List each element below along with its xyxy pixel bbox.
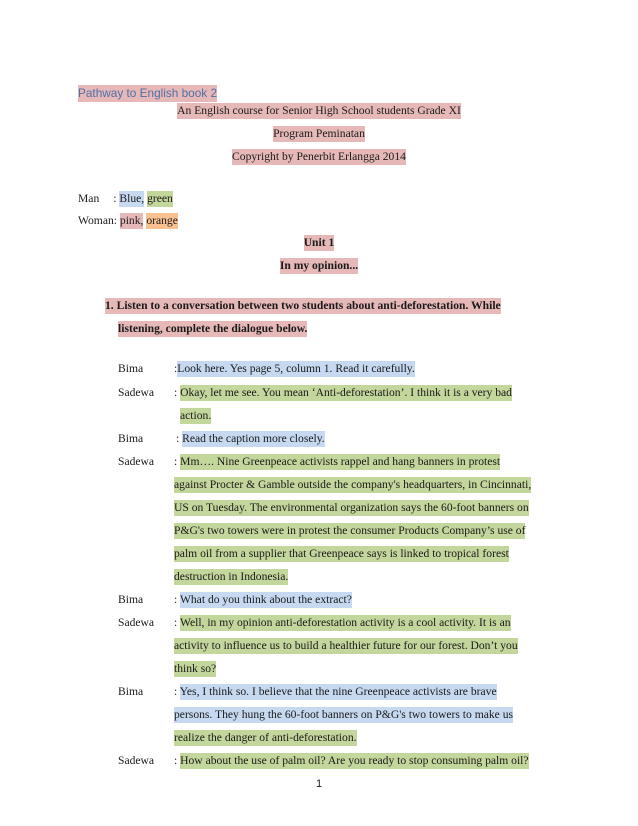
dialogue-line-continued: persons. They hung the 60-foot banners on P&G's two towers to make us — [174, 708, 514, 721]
dialogue-speaker-bima: Bima — [118, 432, 144, 445]
dialogue-speaker-sadewa: Sadewa — [118, 754, 155, 767]
dialogue-line: :Look here. Yes page 5, column 1. Read it carefully. — [174, 362, 415, 375]
dialogue-speaker-bima: Bima — [118, 362, 144, 375]
dialogue-speaker-bima: Bima — [118, 593, 144, 606]
dialogue-line-continued: palm oil from a supplier that Greenpeace says is linked to tropical forest — [174, 547, 509, 560]
page-number: 1 — [315, 778, 323, 790]
dialogue-line-continued: destruction in Indonesia. — [174, 570, 289, 583]
program-line: Program Peminatan — [273, 127, 365, 140]
dialogue-line-continued: realize the danger of anti-deforestation. — [174, 731, 357, 744]
dialogue-line-continued: P&G's two towers were in protest the consumer Products Company’s use of — [174, 524, 526, 537]
course-line: An English course for Senior High School students Grade XI — [177, 104, 461, 117]
legend-woman-color-pink: pink, — [119, 214, 144, 227]
dialogue-speaker-sadewa: Sadewa — [118, 455, 155, 468]
dialogue-line: : Yes, I think so. I believe that the nine Greenpeace activists are brave — [174, 685, 497, 698]
task-instruction-line1: 1. Listen to a conversation between two students about anti-deforestation. While — [105, 299, 501, 312]
dialogue-line-continued: against Procter & Gamble outside the company's headquarters, in Cincinnati, — [174, 478, 532, 491]
dialogue-speaker-bima: Bima — [118, 685, 144, 698]
dialogue-speaker-sadewa: Sadewa — [118, 616, 155, 629]
legend-woman: Woman: pink, orange — [78, 214, 178, 227]
legend-man: Man : Blue, green — [78, 192, 173, 205]
dialogue-line: : What do you think about the extract? — [174, 593, 352, 606]
legend-man-color-green: green — [147, 192, 173, 205]
task-instruction-line2: listening, complete the dialogue below. — [118, 322, 308, 335]
dialogue-line-continued: activity to influence us to build a healthier future for our forest. Don’t you — [174, 639, 518, 652]
dialogue-line: : Well, in my opinion anti-deforestation activity is a cool activity. It is an — [174, 616, 511, 629]
unit-subtitle: In my opinion... — [279, 259, 359, 272]
dialogue-line: : Read the caption more closely. — [176, 432, 325, 445]
book-title: Pathway to English book 2 — [78, 86, 218, 100]
dialogue-line-continued: US on Tuesday. The environmental organization says the 60-foot banners on — [174, 501, 529, 514]
legend-man-color-blue: Blue, — [119, 192, 145, 205]
dialogue-line: : How about the use of palm oil? Are you ready to stop consuming palm oil? — [174, 754, 529, 767]
dialogue-line: : Mm…. Nine Greenpeace activists rappel and hang banners in protest — [174, 455, 501, 468]
unit-title: Unit 1 — [303, 236, 335, 249]
dialogue-speaker-sadewa: Sadewa — [118, 386, 155, 399]
dialogue-line: : Okay, let me see. You mean ‘Anti-deforestation’. I think it is a very bad — [174, 386, 512, 399]
copyright-line: Copyright by Penerbit Erlangga 2014 — [232, 150, 406, 163]
legend-woman-color-orange: orange — [146, 214, 178, 227]
dialogue-line-continued: action. — [180, 409, 212, 422]
dialogue-line-continued: think so? — [174, 662, 217, 675]
